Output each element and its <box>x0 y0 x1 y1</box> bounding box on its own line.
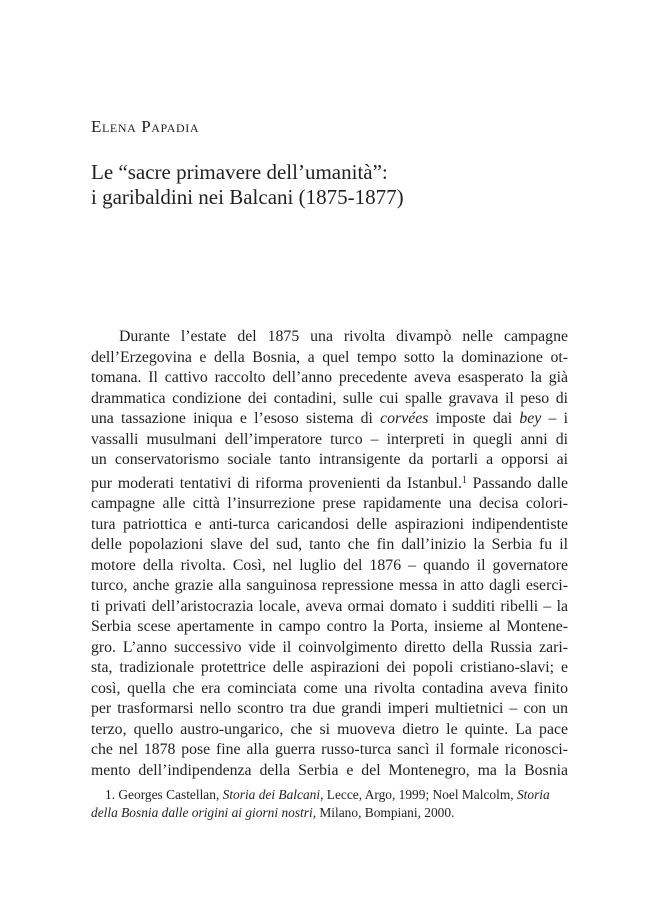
body-line <box>91 471 568 495</box>
body-line: un conservatorismo sociale tanto intransigente da portarli a opporsi ai <box>91 451 568 468</box>
body-line: tomana. Il cattivo raccolto dell’anno precedente aveva esasperato la già <box>91 369 568 386</box>
italic-title: della Bosnia dalle origini ai giorni nostri, <box>91 804 317 820</box>
italic-title: Storia <box>516 787 550 802</box>
body-line: terzo, quello austro-ungarico, che si muoveva dietro le quinte. La pace <box>91 720 568 738</box>
italic-term: bey <box>519 410 542 427</box>
body-line: drammatica condizione dei contadini, sulle cui spalle gravava il peso di <box>91 389 568 407</box>
body-line: campagne alle città l’insurrezione prese rapidamente una decisa colori- <box>91 495 568 512</box>
footnote-line <box>91 804 568 822</box>
text-run: 1. Georges Castellan, <box>105 787 223 802</box>
body-line <box>91 409 568 430</box>
footnote <box>91 786 568 821</box>
body-line: tura patriottica e anti-turca caricandosi delle aspirazioni indipendentiste <box>91 515 568 533</box>
title-line-2: i garibaldini nei Balcani (1875-1877) <box>91 185 404 209</box>
body-line: mento dell’indipendenza della Serbia e del Montenegro, ma la Bosnia <box>91 761 568 779</box>
author-name: Elena Papadia <box>91 117 200 136</box>
body-line: Serbia scese apertamente in campo contro la Porta, insieme al Montene- <box>91 618 568 635</box>
article-title <box>91 160 404 210</box>
text-run: – i <box>541 410 568 427</box>
body-line: gro. L’anno successivo vide il coinvolgimento diretto della Russia zari- <box>91 638 568 656</box>
body-line: motore della rivolta. Così, nel luglio del 1876 – quando il governatore <box>91 556 568 574</box>
text-run: Passando dalle <box>466 474 568 492</box>
italic-title: Storia dei Balcani <box>222 787 321 802</box>
text-run: , Lecce, Argo, 1999; Noel Malcolm, <box>320 787 517 802</box>
text-run: imposte dai <box>428 410 520 427</box>
body-line: delle popolazioni slave del sud, tanto che fin dall’inizio la Serbia fu il <box>91 536 568 553</box>
body-line: che nel 1878 pose fine alla guerra russo-turca sancì il formale riconosci- <box>91 741 568 758</box>
text-run: una tassazione iniqua e l’esoso sistema di <box>91 410 381 427</box>
title-line-1: Le “sacre primavere dell’umanità”: <box>91 160 388 184</box>
footnote-marker: 1 <box>461 474 467 486</box>
body-line: per trasformarsi nello scontro tra due grandi imperi multietnici – con un <box>91 700 568 717</box>
body-line: ti privati dell’aristocrazia locale, aveva ormai domato i sudditi ribelli – la <box>91 597 568 615</box>
body-line: Durante l’estate del 1875 una rivolta divampò nelle campagne <box>119 328 568 345</box>
italic-term: corvées <box>380 410 429 427</box>
text-run: pur moderati tentativi di riforma provenienti da Istanbul. <box>91 474 462 492</box>
body-line: dell’Erzegovina e della Bosnia, a quel tempo sotto la dominazione ot- <box>91 348 568 366</box>
body-line: così, quella che era cominciata come una rivolta contadina aveva finito <box>91 679 568 697</box>
body-line: turco, anche grazie alla sanguinosa repressione messa in atto dagli eserci- <box>91 577 568 594</box>
body-paragraph <box>91 327 568 781</box>
body-line: sta, tradizionale protettrice delle aspirazioni dei popoli cristiano-slavi; e <box>91 659 568 676</box>
body-line: vassalli musulmani dell’imperatore turco – interpreti in quegli anni di <box>91 430 568 448</box>
footnote-line <box>91 786 568 804</box>
text-run: Milano, Bompiani, 2000. <box>316 804 455 820</box>
